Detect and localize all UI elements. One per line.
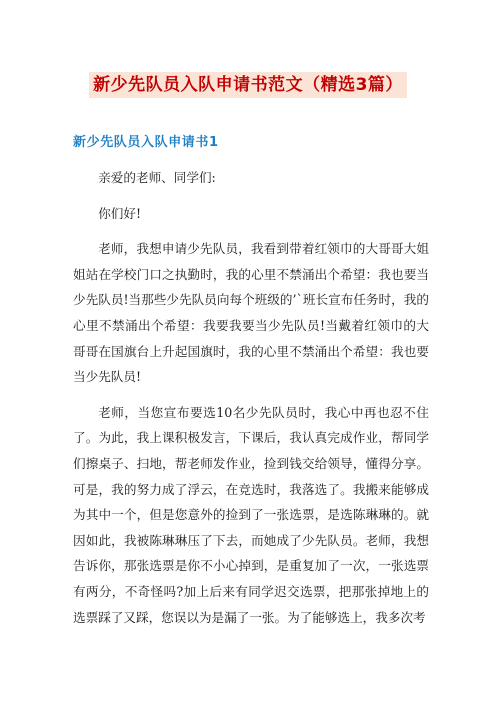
section-heading: 新少先队员入队申请书1	[73, 135, 219, 150]
document-title: 新少先队员入队申请书范文（精选3篇）	[89, 72, 407, 98]
letter-body	[73, 165, 429, 640]
salutation: 亲爱的老师、同学们:	[98, 170, 216, 185]
title-container	[0, 72, 496, 98]
body-paragraph: 老师，当您宣布要选10名少先队员时，我心中再也忍不住了。为此，我上课积极发言，下课后，我认真完成作业，帮同学们擦桌子、扫地，帮老师发作业，捡到钱交给领导，懂得分享。可是，我的努力成了浮云，在竞选时，我落选了。我搬来能够成为其中一个，但是您意外的捡到了一张选票，是选陈琳琳的。就因如此，我被陈琳琳压了下去，而她成了少先队员。老师，我想告诉你，那张选票是你不小心掉到，是重复加了一次，一张选票有两分，不奇怪吗?加上后来有同学迟交选票，把那张掉地上的选票踩了又踩，您误以为是漏了一张。为了能够选上，我多次考	[73, 404, 429, 625]
greeting: 你们好!	[98, 205, 142, 221]
body-paragraph: 老师，我想申请少先队员，我看到带着红领巾的大哥哥大姐姐站在学校门口之执勤时，我的心里不禁涌出个希望：我也要当少先队员!当那些少先队员向每个班级的’`班长宣布任务时，我的心里不禁涌出个希望：我要我要当少先队员!当戴着红领巾的大哥哥在国旗台上升起国旗时，我的心里不禁涌出个希望：我也要当少先队员!	[73, 241, 429, 385]
